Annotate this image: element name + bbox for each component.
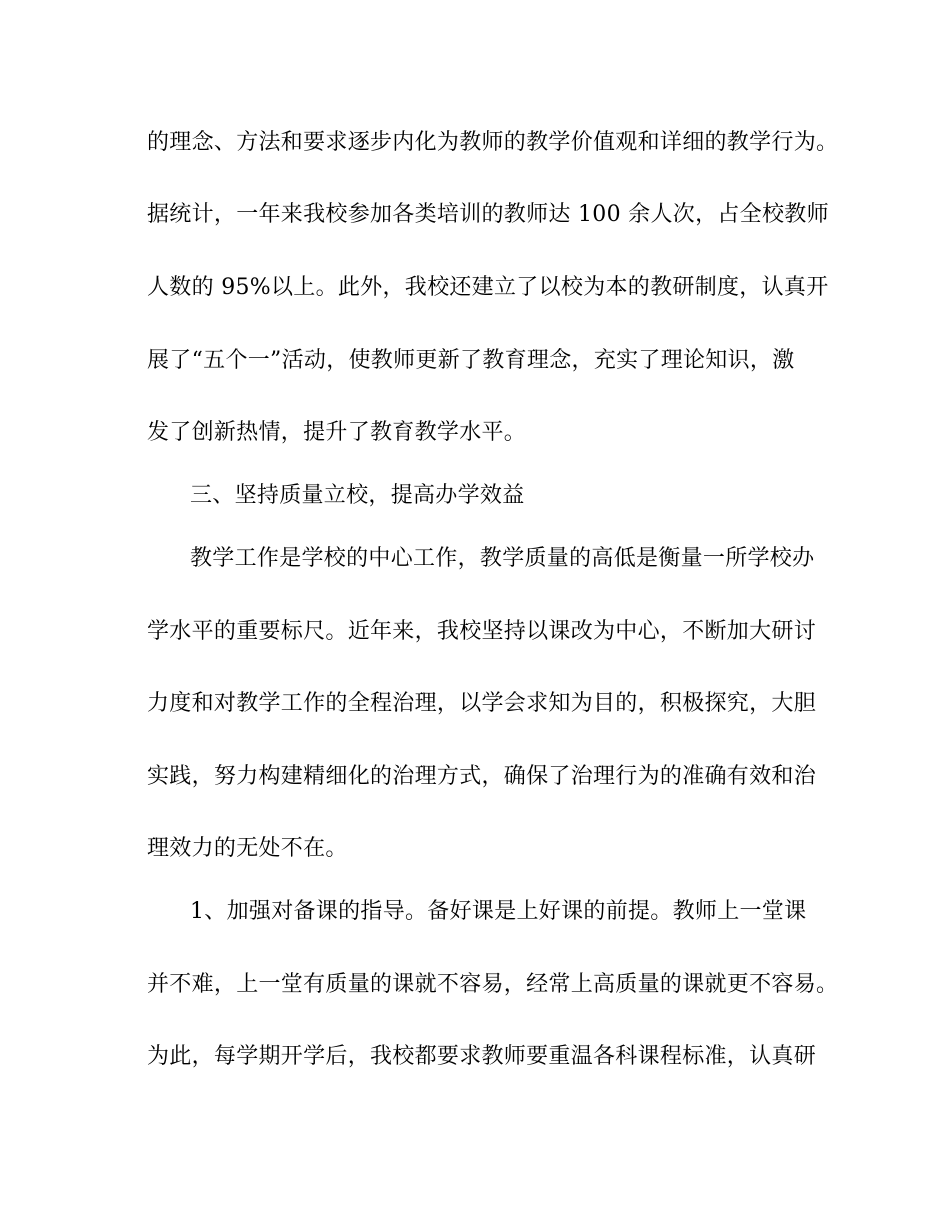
body-text-line: 学水平的重要标尺。近年来，我校坚持以课改为中心，不断加大研讨 xyxy=(147,619,817,644)
list-item-heading: 1、加强对备课的指导。备好课是上好课的前提。教师上一堂课 xyxy=(190,899,807,924)
body-text-line: 据统计，一年来我校参加各类培训的教师达 100 余人次，占全校教师 xyxy=(147,202,829,227)
body-text-line: 力度和对教学工作的全程治理，以学会求知为目的，积极探究，大胆 xyxy=(147,691,817,716)
body-text-line: 发了创新热情，提升了教育教学水平。 xyxy=(147,420,527,445)
body-text-line: 展了“五个一”活动，使教师更新了教育理念，充实了理论知识，激 xyxy=(147,348,795,373)
body-text-line: 并不难，上一堂有质量的课就不容易，经常上高质量的课就更不容易。 xyxy=(147,972,839,997)
body-text-line: 理效力的无处不在。 xyxy=(147,836,348,861)
section-heading: 三、坚持质量立校，提高办学效益 xyxy=(190,483,525,508)
body-text-line: 的理念、方法和要求逐步内化为教师的教学价值观和详细的教学行为。 xyxy=(147,130,839,155)
body-text-line: 教学工作是学校的中心工作，教学质量的高低是衡量一所学校办 xyxy=(190,546,815,571)
body-text-line: 为此，每学期开学后，我校都要求教师要重温各科课程标准，认真研 xyxy=(147,1044,817,1069)
body-text-line: 实践，努力构建精细化的治理方式，确保了治理行为的准确有效和治 xyxy=(147,764,817,789)
body-text-line: 人数的 95%以上。此外，我校还建立了以校为本的教研制度，认真开 xyxy=(147,275,829,300)
